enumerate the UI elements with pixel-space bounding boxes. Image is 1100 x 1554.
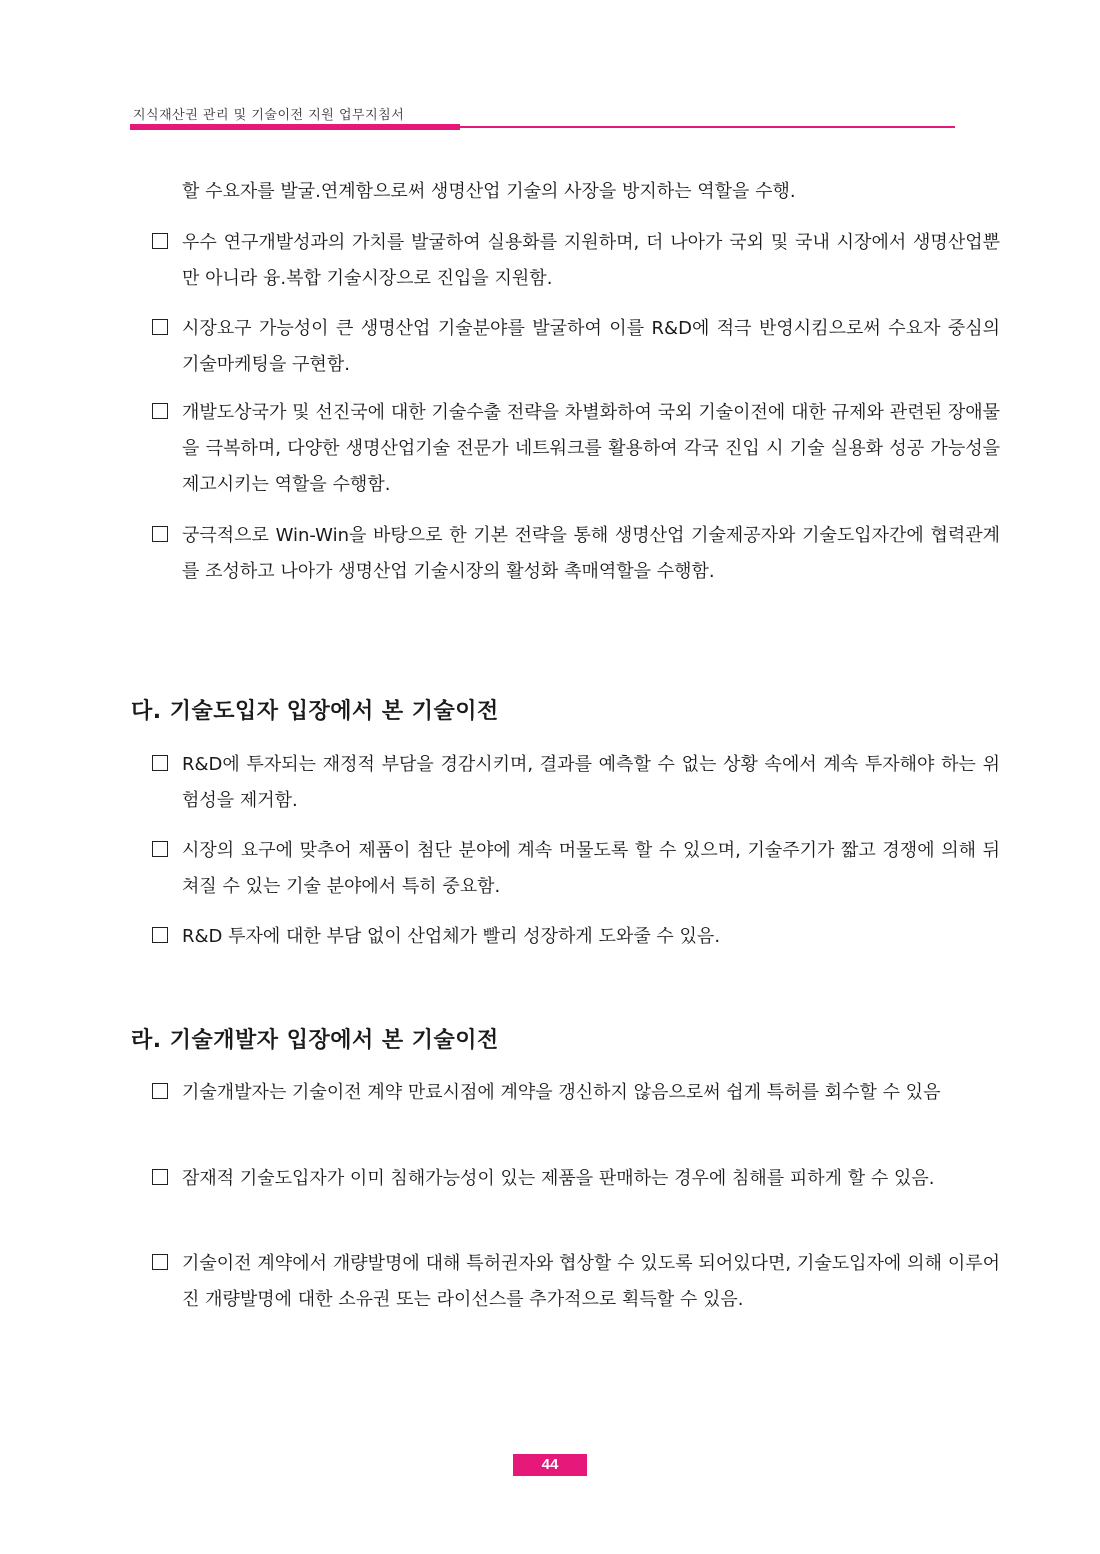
checkbox-square-icon bbox=[152, 319, 168, 335]
page-number: 44 bbox=[513, 1454, 587, 1476]
checkbox-square-icon bbox=[152, 1169, 168, 1185]
section-da-bullet-1: R&D에 투자되는 재정적 부담을 경감시키며, 결과를 예측할 수 없는 상황 속에서 계속 투자해야 하는 위험성을 제거함. bbox=[152, 747, 1000, 819]
section-ra-bullet-3: 기술이전 계약에서 개량발명에 대해 특허권자와 협상할 수 있도록 되어있다면, 기술도입자에 의해 이루어진 개량발명에 대한 소유권 또는 라이선스를 추가적으로 획득할 수 있음. bbox=[152, 1246, 1000, 1318]
section-da-bullet-3: R&D 투자에 대한 부담 없이 산업체가 빨리 성장하게 도와줄 수 있음. bbox=[152, 919, 1000, 955]
section-ra-bullet-1: 기술개발자는 기술이전 계약 만료시점에 계약을 갱신하지 않음으로써 쉽게 특허를 회수할 수 있음 bbox=[152, 1075, 1000, 1111]
intro-bullet-1: 우수 연구개발성과의 가치를 발굴하여 실용화를 지원하며, 더 나아가 국외 및 국내 시장에서 생명산업뿐만 아니라 융.복합 기술시장으로 진입을 지원함. bbox=[152, 225, 1000, 297]
running-header: 지식재산권 관리 및 기술이전 지원 업무지침서 bbox=[133, 108, 405, 123]
checkbox-square-icon bbox=[152, 755, 168, 771]
section-ra-bullet-2: 잠재적 기술도입자가 이미 침해가능성이 있는 제품을 판매하는 경우에 침해를 피하게 할 수 있음. bbox=[152, 1161, 1000, 1197]
section-da-bullet-2: 시장의 요구에 맞추어 제품이 첨단 분야에 계속 머물도록 할 수 있으며, 기술주기가 짧고 경쟁에 의해 뒤쳐질 수 있는 기술 분야에서 특히 중요함. bbox=[152, 833, 1000, 905]
checkbox-square-icon bbox=[152, 1254, 168, 1270]
section-title-da: 다. 기술도입자 입장에서 본 기술이전 bbox=[131, 699, 499, 724]
intro-continuation: 할 수요자를 발굴.연계함으로써 생명산업 기술의 사장을 방지하는 역할을 수행. bbox=[182, 181, 796, 202]
checkbox-square-icon bbox=[152, 841, 168, 857]
checkbox-square-icon bbox=[152, 233, 168, 249]
checkbox-square-icon bbox=[152, 1083, 168, 1099]
section-title-ra: 라. 기술개발자 입장에서 본 기술이전 bbox=[131, 1028, 499, 1053]
intro-bullet-2: 시장요구 가능성이 큰 생명산업 기술분야를 발굴하여 이를 R&D에 적극 반영시킴으로써 수요자 중심의 기술마케팅을 구현함. bbox=[152, 311, 1000, 383]
intro-bullet-3: 개발도상국가 및 선진국에 대한 기술수출 전략을 차별화하여 국외 기술이전에 대한 규제와 관련된 장애물을 극복하며, 다양한 생명산업기술 전문가 네트워크를 활용하여 각국 진입 시 기술 실용화 성공 가능성을 제고시키는 역할을 수행함. bbox=[152, 395, 1000, 503]
checkbox-square-icon bbox=[152, 403, 168, 419]
checkbox-square-icon bbox=[152, 526, 168, 542]
header-rule-accent bbox=[130, 124, 460, 130]
checkbox-square-icon bbox=[152, 927, 168, 943]
intro-bullet-4: 궁극적으로 Win-Win을 바탕으로 한 기본 전략을 통해 생명산업 기술제공자와 기술도입자간에 협력관계를 조성하고 나아가 생명산업 기술시장의 활성화 촉매역할을 수행함. bbox=[152, 518, 1000, 590]
